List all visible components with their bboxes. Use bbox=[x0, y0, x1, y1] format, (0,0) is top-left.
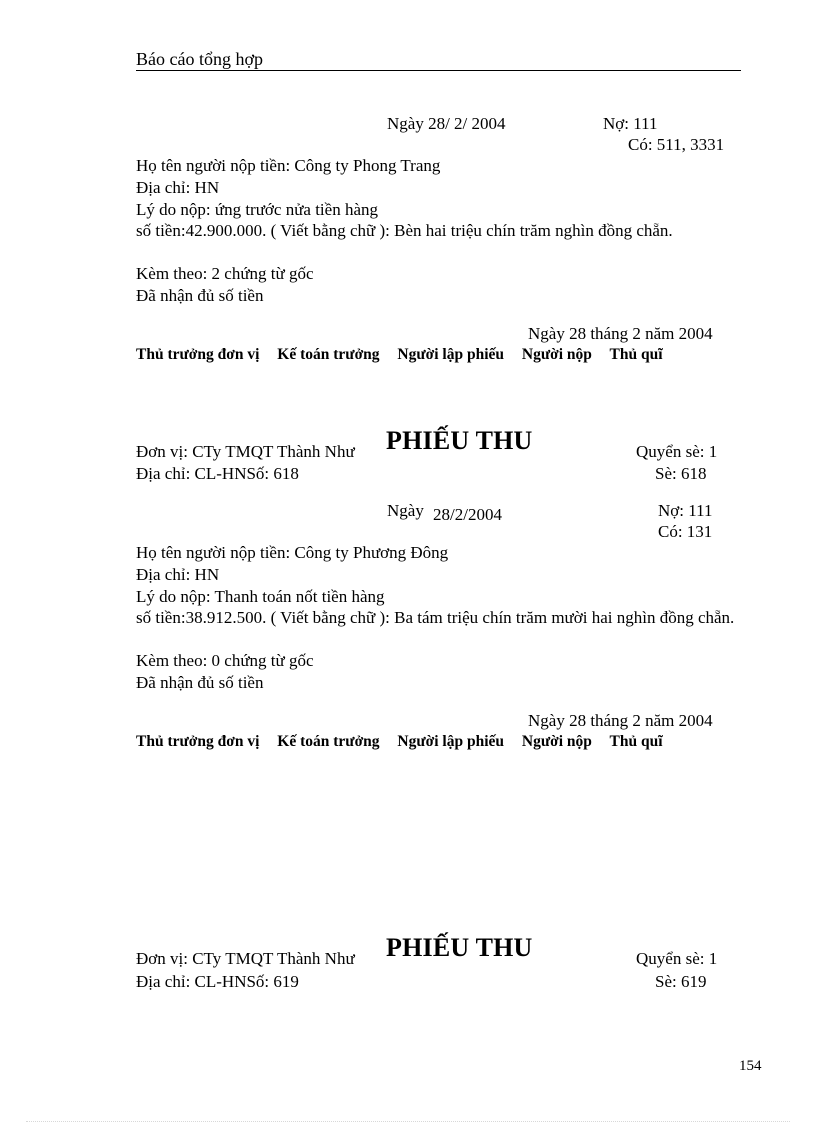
signature-cashier: Thủ quĩ bbox=[609, 733, 663, 750]
receipt2-credit: Có: 131 bbox=[658, 522, 713, 541]
signature-chief-accountant: Kế toán trưởng bbox=[277, 346, 380, 363]
receipt3-book: Quyển sè: 1 bbox=[636, 949, 718, 968]
receipt1-attached: Kèm theo: 2 chứng từ gốc bbox=[136, 264, 314, 283]
receipt3-title: PHIẾU THU bbox=[386, 933, 533, 962]
receipt1-reason: Lý do nộp: ứng trước nửa tiền hàng bbox=[136, 200, 379, 219]
receipt1-address: Địa chỉ: HN bbox=[136, 178, 220, 197]
receipt2-date-label: Ngày bbox=[387, 501, 424, 520]
receipt2-title: PHIẾU THU bbox=[386, 426, 533, 455]
receipt3-unit: Đơn vị: CTy TMQT Thành Như bbox=[136, 949, 355, 968]
receipt2-sign-date: Ngày 28 tháng 2 năm 2004 bbox=[528, 711, 713, 730]
receipt2-attached: Kèm theo: 0 chứng từ gốc bbox=[136, 651, 314, 670]
page-number: 154 bbox=[739, 1058, 762, 1074]
signature-head-of-unit: Thủ trưởng đơn vị bbox=[136, 733, 260, 750]
receipt1-payer: Họ tên người nộp tiền: Công ty Phong Trang bbox=[136, 156, 441, 175]
receipt2-address: Địa chỉ: HN bbox=[136, 565, 220, 584]
receipt2-signature-row bbox=[136, 731, 677, 752]
receipt2-date-value: 28/2/2004 bbox=[433, 505, 502, 524]
receipt2-debit: Nợ: 111 bbox=[658, 501, 713, 520]
signature-payer: Người nộp bbox=[521, 733, 592, 750]
receipt2-received: Đã nhận đủ số tiền bbox=[136, 673, 264, 692]
receipt2-address-number: Địa chỉ: CL-HNSố: 618 bbox=[136, 464, 299, 483]
receipt1-received: Đã nhận đủ số tiền bbox=[136, 286, 264, 305]
header-divider bbox=[136, 70, 741, 71]
receipt2-payer: Họ tên người nộp tiền: Công ty Phương Đông bbox=[136, 543, 449, 562]
receipt1-debit: Nợ: 111 bbox=[603, 114, 658, 133]
receipt2-book: Quyển sè: 1 bbox=[636, 442, 718, 461]
receipt3-address-number: Địa chỉ: CL-HNSố: 619 bbox=[136, 972, 299, 991]
signature-cashier: Thủ quĩ bbox=[609, 346, 663, 363]
receipt3-serial: Sè: 619 bbox=[655, 972, 707, 991]
receipt2-unit: Đơn vị: CTy TMQT Thành Như bbox=[136, 442, 355, 461]
receipt2-amount: số tiền:38.912.500. ( Viết bằng chữ ): Ba tám triệu chín trăm mười hai nghìn đồng chẵn. bbox=[136, 608, 735, 627]
receipt2-reason: Lý do nộp: Thanh toán nốt tiền hàng bbox=[136, 587, 385, 606]
signature-payer: Người nộp bbox=[521, 346, 592, 363]
receipt2-serial: Sè: 618 bbox=[655, 464, 707, 483]
page-bottom-edge bbox=[26, 1121, 790, 1122]
signature-preparer: Người lập phiếu bbox=[397, 733, 505, 750]
receipt1-amount: số tiền:42.900.000. ( Viết bằng chữ ): Bèn hai triệu chín trăm nghìn đồng chẵn. bbox=[136, 221, 673, 240]
document-header-title: Báo cáo tổng hợp bbox=[136, 49, 263, 69]
signature-chief-accountant: Kế toán trưởng bbox=[277, 733, 380, 750]
receipt1-sign-date: Ngày 28 tháng 2 năm 2004 bbox=[528, 324, 713, 343]
receipt1-signature-row bbox=[136, 344, 677, 365]
receipt1-credit: Có: 511, 3331 bbox=[628, 135, 725, 154]
receipt1-date: Ngày 28/ 2/ 2004 bbox=[387, 114, 506, 133]
signature-preparer: Người lập phiếu bbox=[397, 346, 505, 363]
signature-head-of-unit: Thủ trưởng đơn vị bbox=[136, 346, 260, 363]
